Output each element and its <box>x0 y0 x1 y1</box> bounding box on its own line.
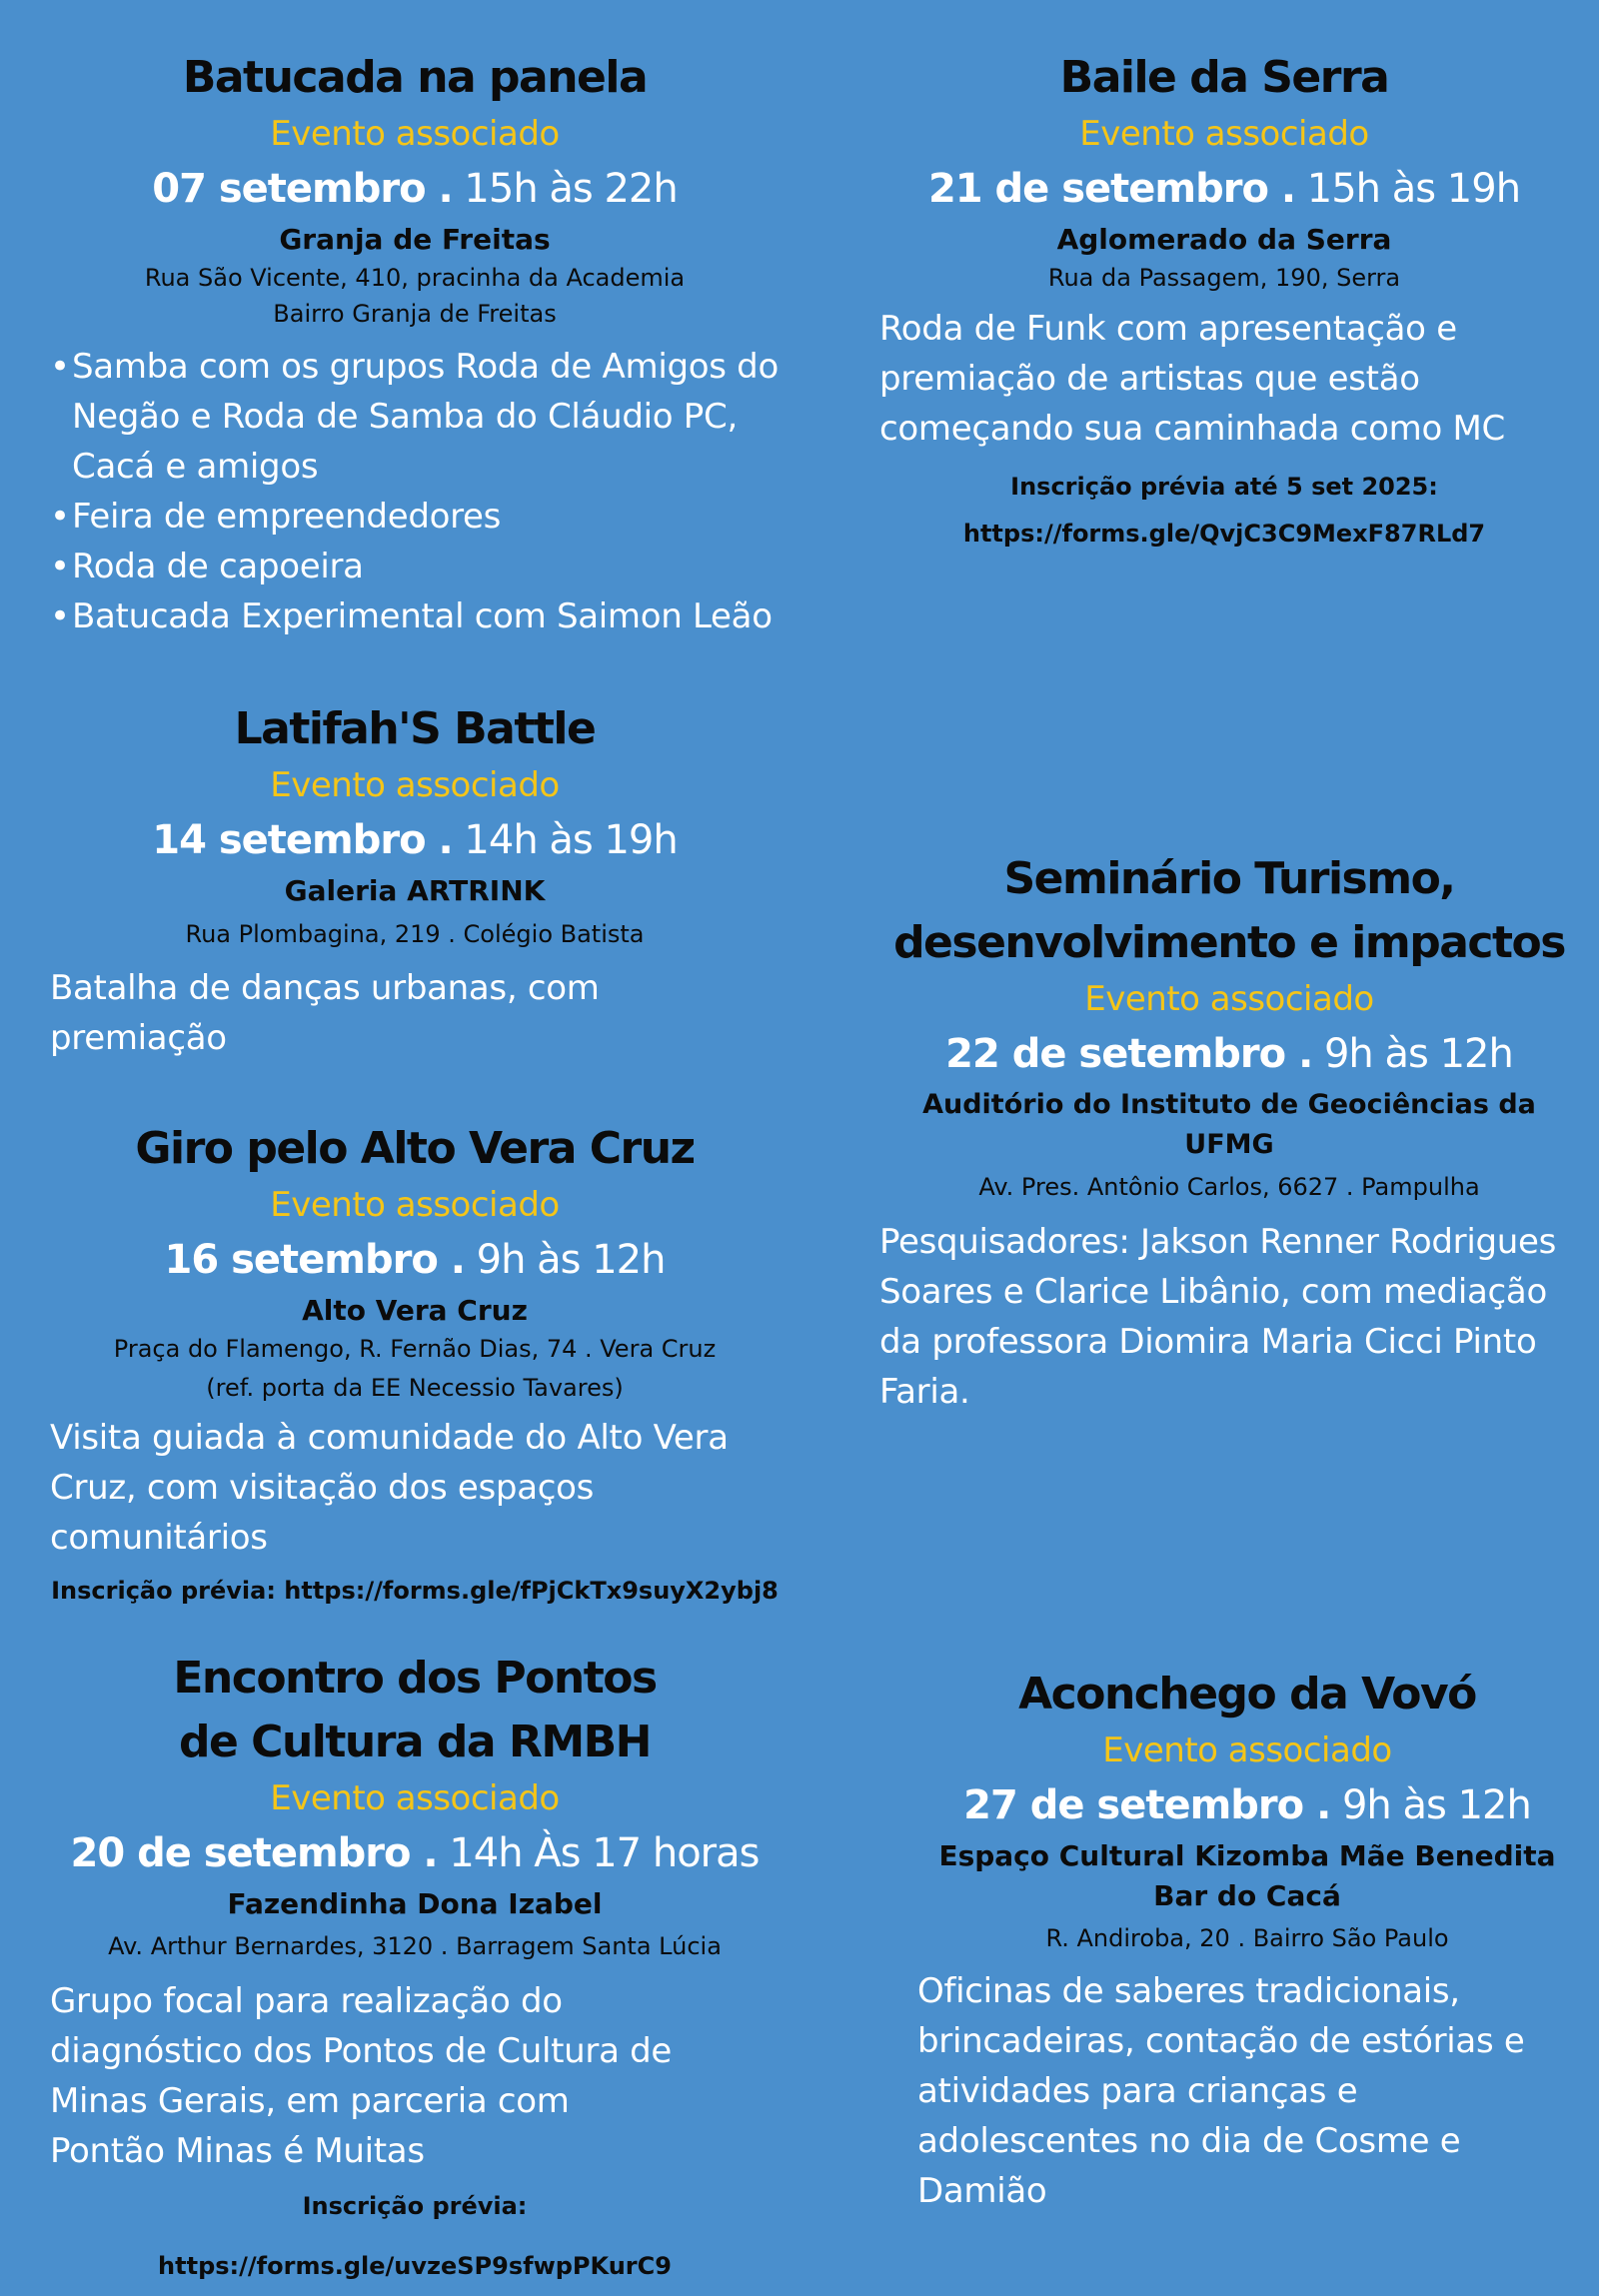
event-description: Pesquisadores: Jakson Renner Rodrigues Soares e Clarice Libânio, com mediação da professora Diomira Maria Cicci Pinto Faria. <box>879 1222 1557 1412</box>
event-title-line: Seminário Turismo, <box>1003 853 1455 904</box>
event-address: Rua da Passagem, 190, Serra <box>1047 264 1401 292</box>
event-title: Giro pelo Alto Vera Cruz <box>135 1123 695 1174</box>
event-latifah <box>50 697 780 1063</box>
event-description: Grupo focal para realização do diagnóstico dos Pontos de Cultura de Minas Gerais, em parceria com Pontão Minas é Muitas <box>50 1981 673 2171</box>
event-time: 15h às 19h <box>1306 166 1521 212</box>
event-venue-line: Espaço Cultural Kizomba Mãe Benedita <box>938 1839 1556 1872</box>
event-venue: Alto Vera Cruz <box>302 1294 528 1327</box>
event-tag: Evento associado <box>270 1185 560 1225</box>
event-seminario <box>879 847 1579 1417</box>
event-time: 9h às 12h <box>1323 1031 1513 1077</box>
event-date: 21 de setembro . <box>927 166 1296 212</box>
event-title: Baile da Serra <box>1059 52 1389 103</box>
event-venue: Galeria ARTRINK <box>284 874 546 907</box>
registration-link[interactable]: Inscrição prévia: https://forms.gle/uvzeSP9sfwpPKurC9 <box>158 2192 672 2280</box>
event-description: Visita guiada à comunidade do Alto Vera Cruz, com visitação dos espaços comunitários <box>50 1418 729 1558</box>
list-item: • Roda de capoeira <box>50 542 790 591</box>
event-giro <box>50 1117 780 1619</box>
event-address: R. Andiroba, 20 . Bairro São Paulo <box>1045 1924 1449 1952</box>
event-datetime <box>879 1023 1579 1085</box>
event-address-line: Praça do Flamengo, R. Fernão Dias, 74 . Vera Cruz <box>113 1335 717 1363</box>
event-title: Aconchego da Vovó <box>1018 1669 1476 1720</box>
event-date: 22 de setembro . <box>945 1031 1313 1077</box>
event-encontro <box>50 1647 780 2296</box>
list-item: • Samba com os grupos Roda de Amigos do Negão e Roda de Samba do Cláudio PC, Cacá e amigos <box>50 342 790 492</box>
event-address: Av. Arthur Bernardes, 3120 . Barragem Santa Lúcia <box>108 1932 722 1960</box>
event-venue-line: Bar do Cacá <box>1153 1879 1341 1912</box>
event-address: Av. Pres. Antônio Carlos, 6627 . Pampulha <box>978 1173 1480 1201</box>
list-item: • Batucada Experimental com Saimon Leão <box>50 591 790 641</box>
event-time: 14h Às 17 horas <box>449 1830 760 1876</box>
event-date: 07 setembro . <box>152 166 453 212</box>
event-datetime <box>50 1229 780 1291</box>
registration-link[interactable]: https://forms.gle/QvjC3C9MexF87RLd7 <box>962 520 1486 548</box>
event-tag: Evento associado <box>270 1778 560 1818</box>
event-title: Batucada na panela <box>182 52 648 103</box>
event-venue: Fazendinha Dona Izabel <box>227 1887 603 1920</box>
event-date: 20 de setembro . <box>70 1830 438 1876</box>
event-address-line: Bairro Granja de Freitas <box>273 300 557 328</box>
event-time: 15h às 22h <box>464 166 678 212</box>
list-item: • Feira de empreendedores <box>50 492 790 542</box>
event-date: 27 de setembro . <box>963 1782 1331 1828</box>
event-address: Rua Plombagina, 219 . Colégio Batista <box>185 920 645 948</box>
event-date: 14 setembro . <box>152 817 453 863</box>
event-address-line: Rua São Vicente, 410, pracinha da Academia <box>144 264 686 292</box>
event-tag: Evento associado <box>1084 979 1374 1019</box>
event-baile <box>879 46 1569 556</box>
event-registration: Inscrição prévia até 5 set 2025: <box>1010 473 1438 501</box>
event-datetime <box>50 158 780 220</box>
event-batucada <box>50 46 780 641</box>
event-venue: Granja de Freitas <box>279 223 551 256</box>
event-date: 16 setembro . <box>164 1237 465 1283</box>
event-datetime <box>50 1822 780 1884</box>
event-title-line: Encontro dos Pontos <box>173 1653 657 1704</box>
event-address-line: (ref. porta da EE Necessio Tavares) <box>206 1374 624 1402</box>
event-tag: Evento associado <box>1102 1730 1392 1770</box>
event-title: Latifah'S Battle <box>234 703 596 754</box>
event-program-list <box>50 342 790 641</box>
event-venue: Auditório do Instituto de Geociências da UFMG <box>922 1089 1536 1160</box>
event-description: Batalha de danças urbanas, com premiação <box>50 968 600 1058</box>
event-tag: Evento associado <box>270 765 560 805</box>
event-time: 14h às 19h <box>464 817 678 863</box>
registration-link[interactable]: Inscrição prévia: https://forms.gle/fPjCkTx9suyX2ybj8 <box>51 1577 779 1605</box>
event-datetime <box>50 809 780 871</box>
event-tag: Evento associado <box>1079 114 1369 154</box>
event-description: Roda de Funk com apresentação e premiação de artistas que estão começando sua caminhada como MC <box>879 309 1505 449</box>
event-tag: Evento associado <box>270 114 560 154</box>
event-datetime <box>917 1774 1577 1836</box>
event-venue: Aglomerado da Serra <box>1056 223 1392 256</box>
event-aconchego <box>917 1663 1577 2216</box>
event-title-line: de Cultura da RMBH <box>179 1717 651 1767</box>
event-description: Oficinas de saberes tradicionais, brincadeiras, contação de estórias e atividades para crianças e adolescentes no dia de Cosme e Damião <box>917 1971 1525 2211</box>
event-time: 9h às 12h <box>476 1237 666 1283</box>
event-title-line: desenvolvimento e impactos <box>893 917 1565 968</box>
event-time: 9h às 12h <box>1341 1782 1531 1828</box>
event-datetime <box>879 158 1569 220</box>
